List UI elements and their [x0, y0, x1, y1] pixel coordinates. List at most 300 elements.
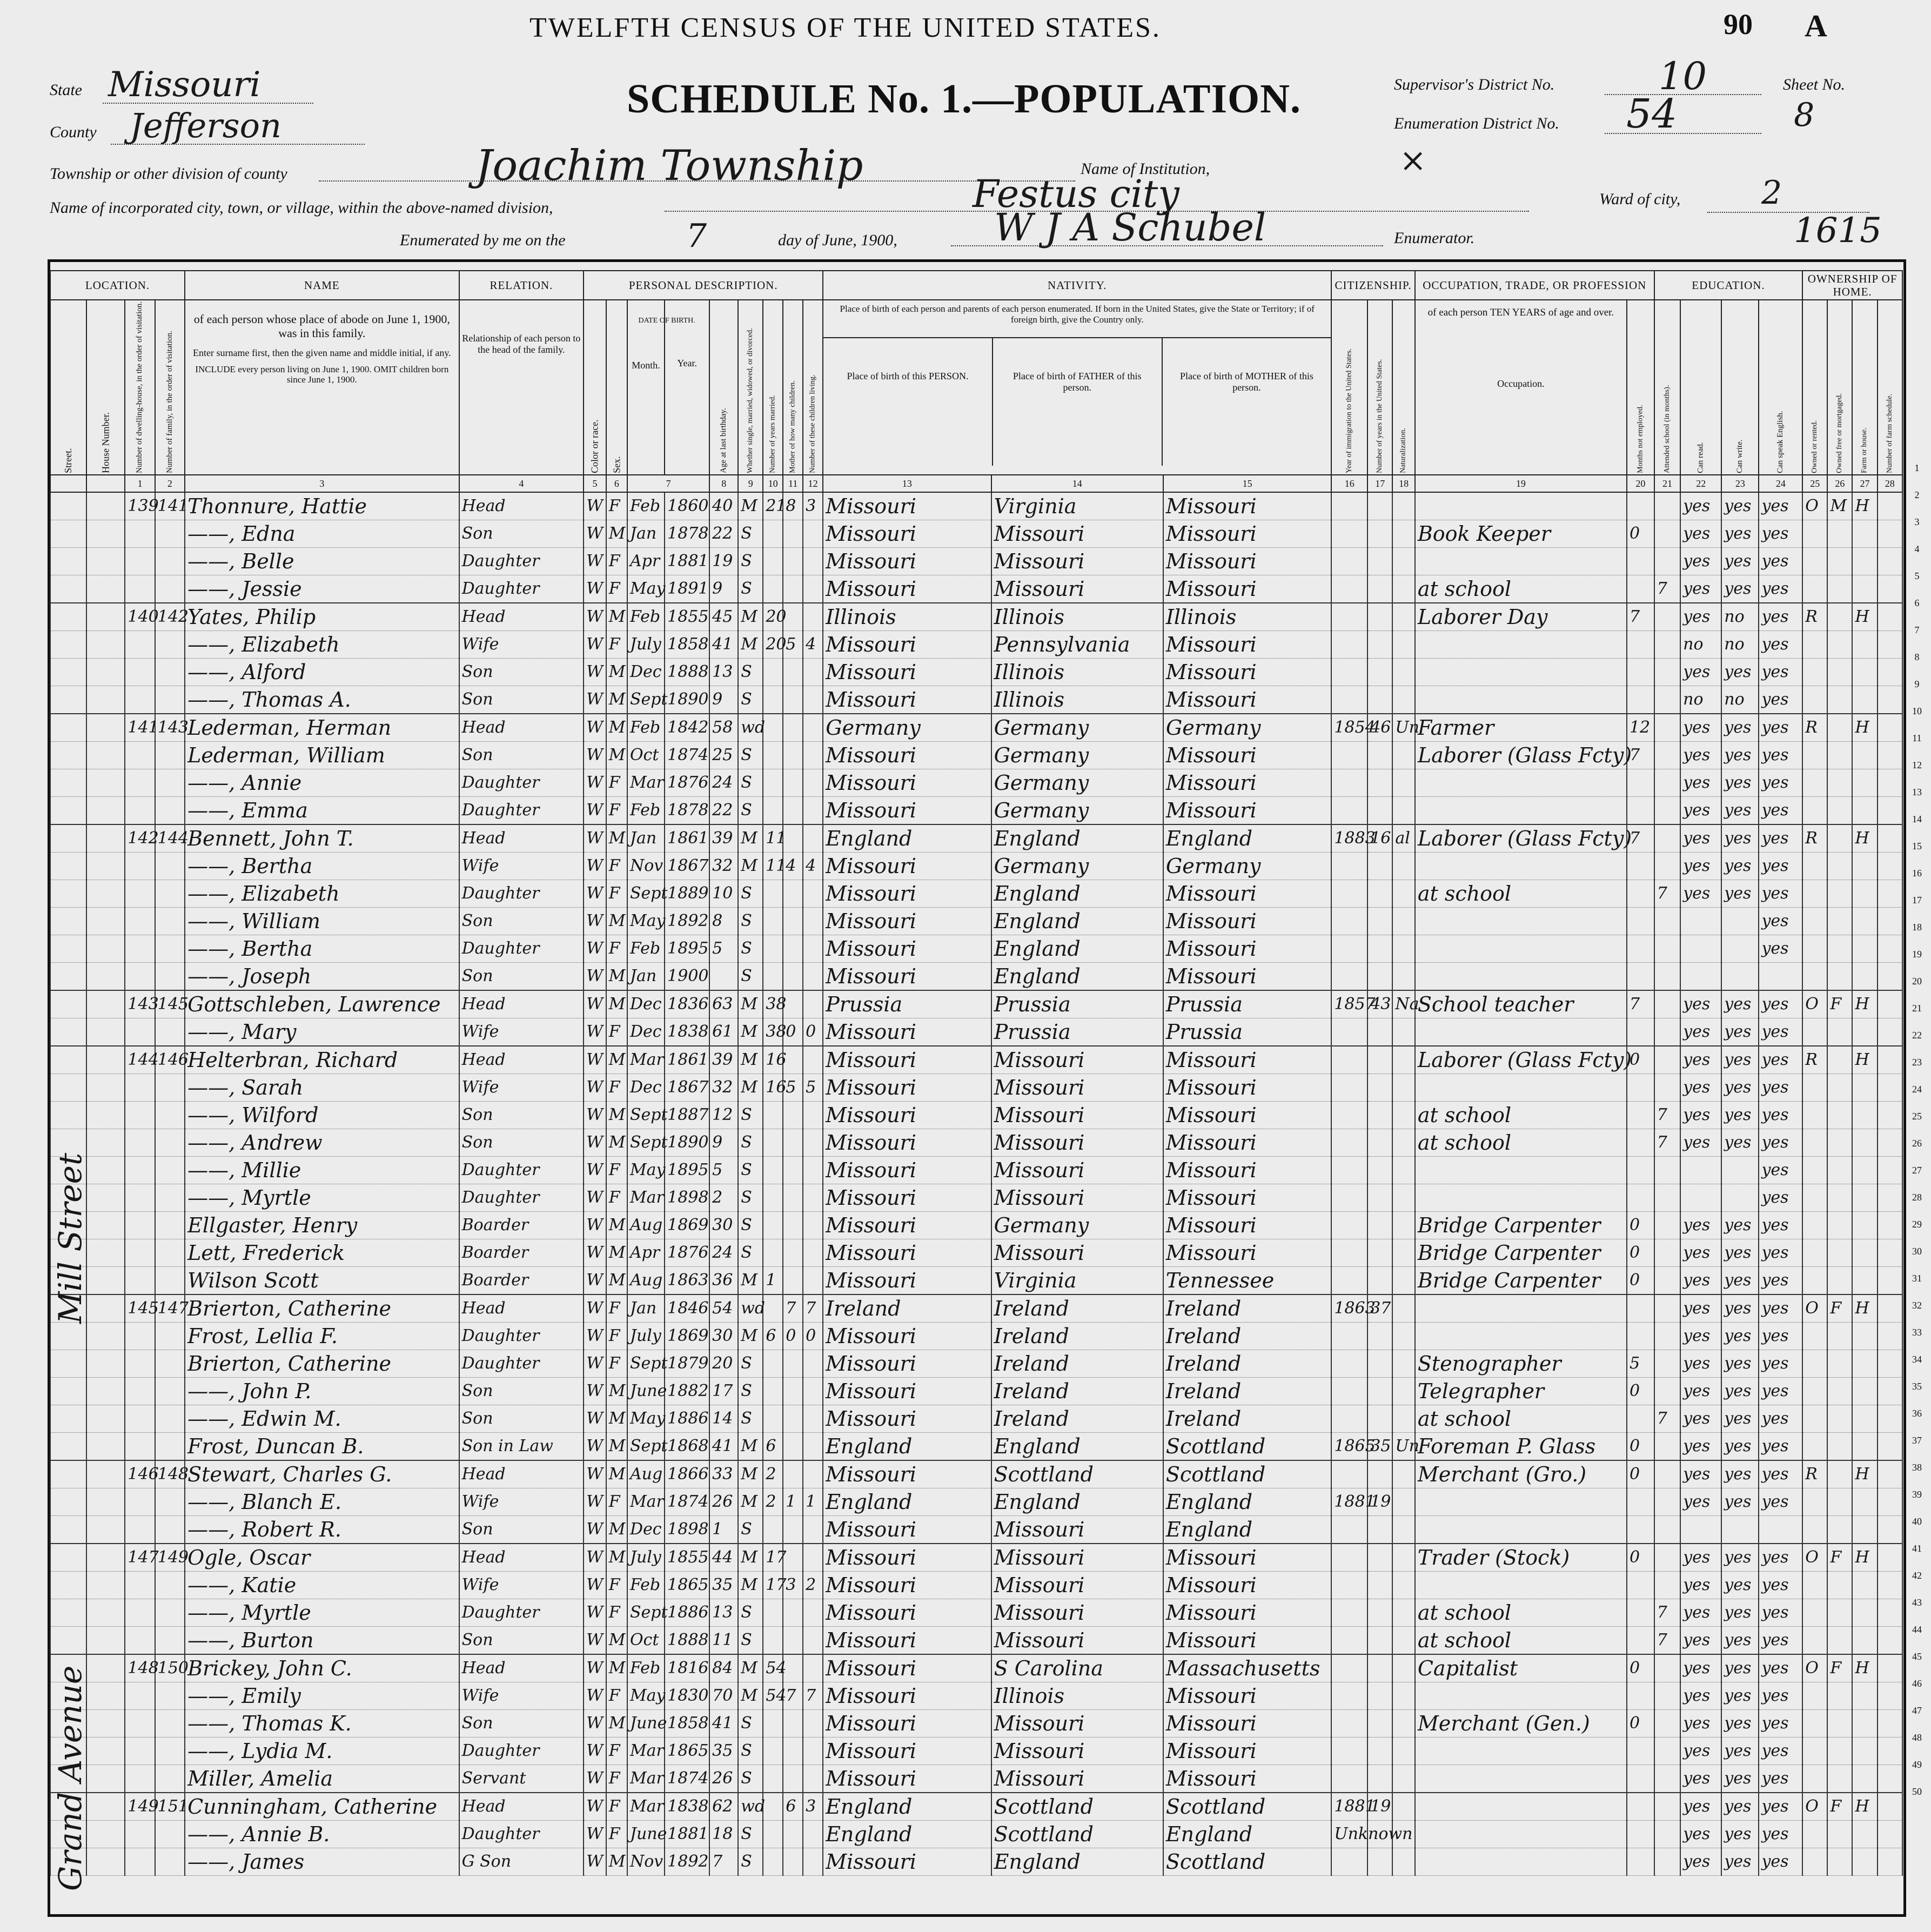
cell-ne: [1627, 659, 1654, 686]
cell-house: [86, 1460, 125, 1488]
cell-fam: [155, 1516, 185, 1544]
cell-rel: Daughter: [459, 1323, 584, 1350]
cell-fm: [1827, 1239, 1852, 1267]
cell-own: O: [1802, 1654, 1827, 1682]
line-number: 21: [1912, 1003, 1922, 1014]
cell-sch: [1654, 492, 1680, 520]
cell-own: [1802, 548, 1827, 575]
table-row: [50, 742, 1902, 769]
cell-nat: [1392, 686, 1415, 714]
cell-month: Jan: [627, 963, 665, 991]
cell-own: [1802, 1184, 1827, 1212]
cell-rd: yes: [1680, 1350, 1721, 1378]
cell-bf: Germany: [991, 1212, 1163, 1239]
cell-mo: [783, 1738, 803, 1765]
cell-color: W: [584, 1682, 606, 1710]
cell-bf: England: [991, 908, 1163, 935]
cell-sched: [1878, 908, 1902, 935]
page-letter: A: [1805, 8, 1827, 43]
cell-rd: [1680, 908, 1721, 935]
cell-rel: Head: [459, 1793, 584, 1821]
cell-dw: [125, 1212, 155, 1239]
cell-bp: Missouri: [823, 742, 991, 769]
cell-dw: 147: [125, 1544, 155, 1572]
cell-bf: Scottland: [991, 1793, 1163, 1821]
cell-yrs: 16: [1367, 824, 1392, 853]
supervisor-value: 10: [1659, 54, 1707, 98]
occupation-col: [1415, 300, 1627, 475]
cell-month: Mar: [627, 1793, 665, 1821]
cell-rel: Daughter: [459, 769, 584, 797]
cell-sp: yes: [1759, 824, 1802, 853]
cell-ne: 0: [1627, 1239, 1654, 1267]
cell-ms: S: [738, 1350, 763, 1378]
cell-color: W: [584, 1267, 606, 1295]
cell-rel: Wife: [459, 1018, 584, 1046]
cell-wr: yes: [1721, 520, 1759, 548]
cell-ne: 0: [1627, 1654, 1654, 1682]
cell-fh: H: [1852, 603, 1877, 631]
cell-ym: [763, 1516, 783, 1544]
cell-ne: [1627, 1074, 1654, 1102]
column-number: [86, 475, 125, 492]
cell-mo: [783, 520, 803, 548]
cell-bm: Ireland: [1163, 1350, 1331, 1378]
cell-nat: Na: [1392, 990, 1415, 1018]
cell-bp: Missouri: [823, 492, 991, 520]
cell-mo: [783, 797, 803, 825]
cell-fam: 141: [155, 492, 185, 520]
cell-name: ——, Sarah: [185, 1074, 459, 1102]
cell-bp: England: [823, 824, 991, 853]
table-row: [50, 1599, 1902, 1627]
cell-year: 1892: [665, 908, 709, 935]
cell-fh: [1852, 1738, 1877, 1765]
cell-bp: Missouri: [823, 1184, 991, 1212]
cell-fm: M: [1827, 492, 1852, 520]
cell-mo: [783, 1599, 803, 1627]
cell-month: Sept: [627, 1350, 665, 1378]
cell-mo: [783, 742, 803, 769]
cell-wr: yes: [1721, 1572, 1759, 1599]
sheet-label: Sheet No.: [1783, 76, 1845, 93]
cell-dw: [125, 1102, 155, 1129]
table-row: [50, 575, 1902, 603]
cell-sched: [1878, 990, 1902, 1018]
birth-person-col: Place of birth of this PERSON.: [823, 338, 993, 466]
cell-month: Nov: [627, 853, 665, 880]
cell-bm: Ireland: [1163, 1294, 1331, 1323]
cell-nat: [1392, 1267, 1415, 1295]
cell-bf: England: [991, 1848, 1163, 1876]
cell-color: W: [584, 1129, 606, 1157]
mother-of-col: Mother of how many children.: [783, 300, 803, 475]
cell-year: 1888: [665, 659, 709, 686]
cell-ms: S: [738, 1239, 763, 1267]
line-number: 45: [1912, 1651, 1922, 1662]
cell-age: 22: [709, 797, 738, 825]
line-number: 17: [1912, 895, 1922, 905]
cell-color: W: [584, 1765, 606, 1793]
cell-sch: [1654, 1323, 1680, 1350]
cell-fam: [155, 1488, 185, 1516]
line-number: 40: [1912, 1516, 1922, 1527]
house-number-col: House Number.: [86, 300, 125, 475]
cell-year: 1892: [665, 1848, 709, 1876]
cell-sched: [1878, 1350, 1902, 1378]
cell-bf: Virginia: [991, 1267, 1163, 1295]
cell-name: Ogle, Oscar: [185, 1544, 459, 1572]
cell-fam: [155, 769, 185, 797]
cell-yrs: [1367, 1378, 1392, 1405]
cell-occ: [1415, 1738, 1627, 1765]
cell-sp: yes: [1759, 520, 1802, 548]
cell-imm: [1331, 1212, 1367, 1239]
cell-dw: [125, 1267, 155, 1295]
cell-sch: [1654, 1544, 1680, 1572]
cell-ne: 5: [1627, 1350, 1654, 1378]
cell-bp: Germany: [823, 714, 991, 742]
cell-rd: yes: [1680, 1765, 1721, 1793]
cell-ch: [803, 1710, 823, 1738]
cell-fm: [1827, 548, 1852, 575]
cell-bm: Missouri: [1163, 520, 1331, 548]
cell-fh: [1852, 908, 1877, 935]
cell-wr: no: [1721, 631, 1759, 659]
cell-dw: [125, 1848, 155, 1876]
cell-house: [86, 1350, 125, 1378]
table-row: [50, 1074, 1902, 1102]
cell-dw: [125, 1129, 155, 1157]
cell-age: 5: [709, 1157, 738, 1184]
cell-month: July: [627, 1544, 665, 1572]
cell-fm: [1827, 1848, 1852, 1876]
cell-own: R: [1802, 603, 1827, 631]
cell-own: [1802, 1682, 1827, 1710]
cell-fm: [1827, 742, 1852, 769]
cell-sex: M: [606, 1848, 627, 1876]
cell-color: W: [584, 1102, 606, 1129]
cell-ne: [1627, 1129, 1654, 1157]
cell-year: 1881: [665, 1821, 709, 1848]
cell-wr: no: [1721, 686, 1759, 714]
cell-bp: Missouri: [823, 1572, 991, 1599]
citizenship-header: CITIZENSHIP.: [1331, 271, 1415, 300]
cell-ne: 0: [1627, 1267, 1654, 1295]
cell-sch: [1654, 1488, 1680, 1516]
cell-sched: [1878, 1544, 1902, 1572]
cell-name: Wilson Scott: [185, 1267, 459, 1295]
cell-month: June: [627, 1378, 665, 1405]
cell-name: Bennett, John T.: [185, 824, 459, 853]
cell-imm: [1331, 1102, 1367, 1129]
children-living-col: Number of these children living.: [803, 300, 823, 475]
cell-imm: [1331, 797, 1367, 825]
cell-ym: [763, 1627, 783, 1655]
cell-ne: [1627, 686, 1654, 714]
cell-own: [1802, 1267, 1827, 1295]
cell-sched: [1878, 1378, 1902, 1405]
cell-ne: [1627, 1848, 1654, 1876]
cell-house: [86, 1378, 125, 1405]
cell-sex: F: [606, 1157, 627, 1184]
cell-ne: 0: [1627, 1460, 1654, 1488]
cell-bf: Ireland: [991, 1405, 1163, 1433]
cell-wr: yes: [1721, 1129, 1759, 1157]
cell-sex: F: [606, 492, 627, 520]
cell-fm: [1827, 1212, 1852, 1239]
cell-wr: [1721, 1157, 1759, 1184]
cell-bf: Ireland: [991, 1378, 1163, 1405]
cell-ym: 16: [763, 1046, 783, 1074]
cell-yrs: [1367, 1599, 1392, 1627]
cell-bp: Missouri: [823, 797, 991, 825]
line-number: 41: [1912, 1543, 1922, 1554]
cell-nat: [1392, 769, 1415, 797]
cell-fam: [155, 1378, 185, 1405]
cell-color: W: [584, 963, 606, 991]
cell-sched: [1878, 1516, 1902, 1544]
cell-occ: Bridge Carpenter: [1415, 1267, 1627, 1295]
relation-col: Relationship of each person to the head of the family.: [459, 300, 584, 475]
cell-fh: [1852, 1848, 1877, 1876]
cell-bf: Germany: [991, 742, 1163, 769]
cell-ym: [763, 1793, 783, 1821]
cell-yrs: [1367, 935, 1392, 963]
cell-ms: S: [738, 1212, 763, 1239]
cell-rel: Boarder: [459, 1267, 584, 1295]
cell-fm: [1827, 908, 1852, 935]
table-row: [50, 1046, 1902, 1074]
cell-fh: [1852, 520, 1877, 548]
cell-ms: M: [738, 1572, 763, 1599]
cell-sp: yes: [1759, 1267, 1802, 1295]
cell-ch: [803, 686, 823, 714]
cell-bf: Scottland: [991, 1821, 1163, 1848]
cell-imm: [1331, 769, 1367, 797]
cell-sched: [1878, 686, 1902, 714]
cell-sex: M: [606, 1239, 627, 1267]
cell-house: [86, 1157, 125, 1184]
cell-name: Stewart, Charles G.: [185, 1460, 459, 1488]
schedule-title: SCHEDULE No. 1.—POPULATION.: [627, 76, 1302, 122]
cell-sp: yes: [1759, 1627, 1802, 1655]
cell-sch: [1654, 1074, 1680, 1102]
cell-color: W: [584, 1239, 606, 1267]
cell-rd: yes: [1680, 1848, 1721, 1876]
cell-bp: Illinois: [823, 603, 991, 631]
cell-yrs: [1367, 797, 1392, 825]
cell-sch: 7: [1654, 880, 1680, 908]
cell-sch: [1654, 714, 1680, 742]
cell-ch: [803, 1654, 823, 1682]
cell-own: O: [1802, 492, 1827, 520]
cell-month: Aug: [627, 1267, 665, 1295]
cell-rel: Head: [459, 990, 584, 1018]
cell-name: ——, Thomas K.: [185, 1710, 459, 1738]
cell-fm: [1827, 824, 1852, 853]
cell-bm: Germany: [1163, 853, 1331, 880]
cell-mo: 8: [783, 492, 803, 520]
table-row: [50, 935, 1902, 963]
column-number: 7: [627, 475, 709, 492]
cell-bm: Missouri: [1163, 1212, 1331, 1239]
cell-age: 9: [709, 1129, 738, 1157]
cell-color: W: [584, 742, 606, 769]
cell-sex: F: [606, 1572, 627, 1599]
cell-ms: M: [738, 603, 763, 631]
cell-sp: yes: [1759, 1848, 1802, 1876]
city-value: Festus city: [973, 172, 1179, 216]
cell-dw: [125, 769, 155, 797]
nativity-col: [823, 300, 1331, 475]
cell-rd: yes: [1680, 1488, 1721, 1516]
line-number: 48: [1912, 1732, 1922, 1743]
cell-fam: [155, 908, 185, 935]
cell-rd: [1680, 1157, 1721, 1184]
cell-rd: yes: [1680, 1793, 1721, 1821]
cell-ne: [1627, 908, 1654, 935]
table-row: [50, 548, 1902, 575]
cell-imm: 1857: [1331, 990, 1367, 1018]
cell-bm: England: [1163, 1488, 1331, 1516]
cell-sp: yes: [1759, 908, 1802, 935]
cell-color: W: [584, 1460, 606, 1488]
cell-sched: [1878, 603, 1902, 631]
cell-bf: Missouri: [991, 1710, 1163, 1738]
cell-color: W: [584, 1157, 606, 1184]
cell-sch: [1654, 1516, 1680, 1544]
immigration-col: Year of immigration to the United States.: [1331, 300, 1367, 475]
cell-imm: [1331, 492, 1367, 520]
cell-year: 1874: [665, 742, 709, 769]
cell-name: Lederman, William: [185, 742, 459, 769]
cell-house: [86, 1488, 125, 1516]
cell-yrs: [1367, 575, 1392, 603]
cell-imm: [1331, 1239, 1367, 1267]
cell-occ: at school: [1415, 1627, 1627, 1655]
cell-occ: [1415, 1765, 1627, 1793]
cell-rd: yes: [1680, 853, 1721, 880]
cell-fh: [1852, 1323, 1877, 1350]
cell-dw: [125, 1433, 155, 1461]
cell-sp: yes: [1759, 1433, 1802, 1461]
cell-fm: [1827, 880, 1852, 908]
cell-fh: [1852, 575, 1877, 603]
cell-own: [1802, 1710, 1827, 1738]
cell-ym: [763, 1129, 783, 1157]
cell-sch: [1654, 908, 1680, 935]
cell-fm: F: [1827, 990, 1852, 1018]
cell-ym: [763, 1821, 783, 1848]
cell-rd: yes: [1680, 990, 1721, 1018]
cell-month: Feb: [627, 714, 665, 742]
cell-ne: [1627, 492, 1654, 520]
cell-sch: [1654, 1821, 1680, 1848]
cell-age: 26: [709, 1488, 738, 1516]
cell-dw: [125, 686, 155, 714]
table-row: [50, 1378, 1902, 1405]
cell-bp: Missouri: [823, 880, 991, 908]
cell-occ: [1415, 659, 1627, 686]
cell-rd: yes: [1680, 769, 1721, 797]
cell-month: Dec: [627, 990, 665, 1018]
cell-age: 10: [709, 880, 738, 908]
cell-month: Dec: [627, 659, 665, 686]
cell-mo: [783, 935, 803, 963]
cell-bf: England: [991, 935, 1163, 963]
cell-sch: [1654, 686, 1680, 714]
cell-occ: Telegrapher: [1415, 1378, 1627, 1405]
cell-age: 39: [709, 824, 738, 853]
cell-fh: H: [1852, 1654, 1877, 1682]
cell-ms: S: [738, 1599, 763, 1627]
line-number: 10: [1912, 706, 1922, 716]
sex-col: Sex.: [606, 300, 627, 475]
cell-bm: Missouri: [1163, 908, 1331, 935]
cell-imm: [1331, 1350, 1367, 1378]
cell-dw: [125, 520, 155, 548]
cell-imm: [1331, 1129, 1367, 1157]
cell-color: W: [584, 1544, 606, 1572]
cell-bm: Missouri: [1163, 1102, 1331, 1129]
cell-sched: [1878, 1102, 1902, 1129]
cell-sp: yes: [1759, 492, 1802, 520]
cell-own: [1802, 880, 1827, 908]
cell-street: [50, 1433, 86, 1461]
cell-age: 58: [709, 714, 738, 742]
cell-fm: [1827, 1102, 1852, 1129]
cell-ch: [803, 963, 823, 991]
cell-imm: 1883: [1331, 824, 1367, 853]
cell-ne: 0: [1627, 1710, 1654, 1738]
table-row: [50, 1350, 1902, 1378]
cell-fam: [155, 1323, 185, 1350]
cell-rd: yes: [1680, 1572, 1721, 1599]
cell-fam: [155, 1157, 185, 1184]
cell-nat: [1392, 1212, 1415, 1239]
line-number: 13: [1912, 787, 1922, 797]
cell-occ: [1415, 935, 1627, 963]
column-number: 14: [991, 475, 1163, 492]
cell-name: Thonnure, Hattie: [185, 492, 459, 520]
line-number: 11: [1912, 733, 1922, 743]
cell-rel: Daughter: [459, 797, 584, 825]
cell-rd: yes: [1680, 1294, 1721, 1323]
cell-ym: [763, 769, 783, 797]
cell-bp: Missouri: [823, 1738, 991, 1765]
cell-ch: 0: [803, 1018, 823, 1046]
cell-fm: [1827, 1157, 1852, 1184]
cell-sp: yes: [1759, 1738, 1802, 1765]
cell-street: [50, 1323, 86, 1350]
cell-sp: yes: [1759, 935, 1802, 963]
birth-father-col: Place of birth of FATHER of this person.: [993, 338, 1163, 466]
cell-ne: [1627, 1018, 1654, 1046]
cell-ne: [1627, 1157, 1654, 1184]
cell-sched: [1878, 714, 1902, 742]
cell-fh: [1852, 1405, 1877, 1433]
cell-fam: 142: [155, 603, 185, 631]
cell-fh: [1852, 1074, 1877, 1102]
table-row: [50, 631, 1902, 659]
cell-fm: [1827, 1488, 1852, 1516]
column-number: 24: [1759, 475, 1802, 492]
cell-dw: [125, 908, 155, 935]
cell-year: 1891: [665, 575, 709, 603]
cell-mo: 7: [783, 1682, 803, 1710]
cell-dw: [125, 1184, 155, 1212]
